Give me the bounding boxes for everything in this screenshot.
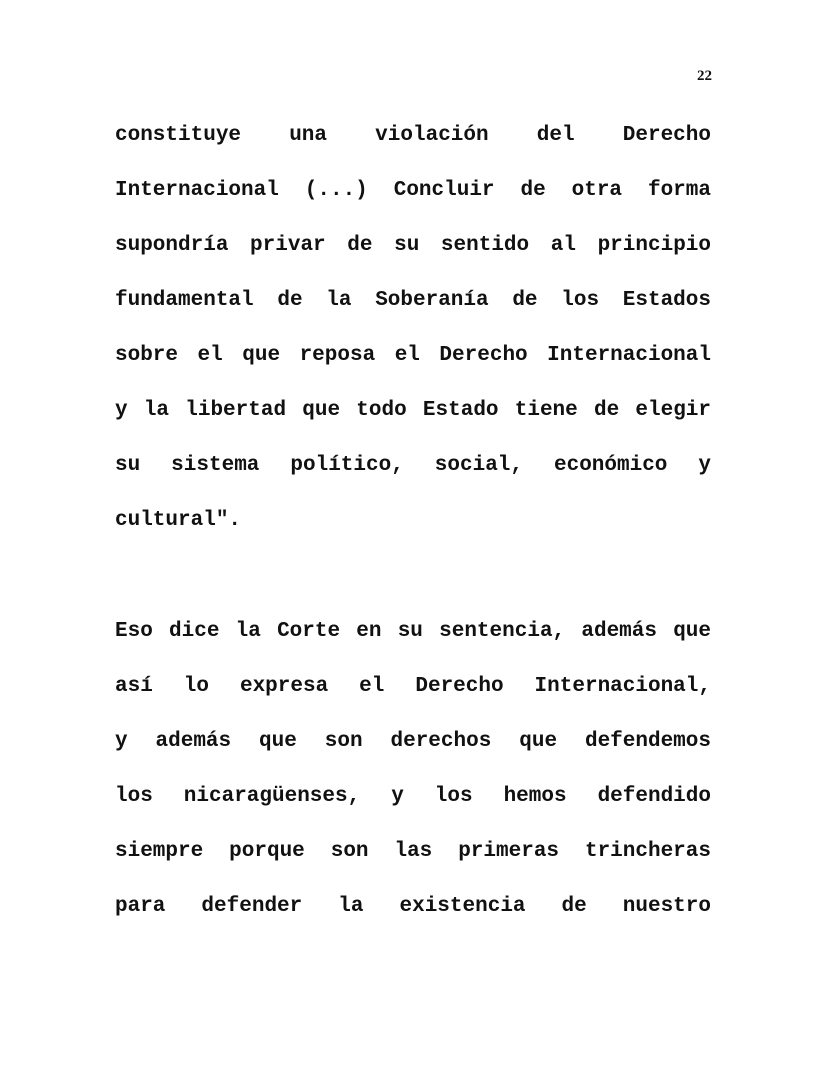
text-line: los nicaragüenses, y los hemos defendido bbox=[115, 785, 711, 808]
text-line: y además que son derechos que defendemos bbox=[115, 730, 711, 753]
text-line: siempre porque son las primeras trincheras bbox=[115, 840, 711, 863]
paragraph-1 bbox=[115, 118, 711, 558]
text-line: para defender la existencia de nuestro bbox=[115, 895, 711, 918]
text-line: Internacional (...) Concluir de otra forma bbox=[115, 179, 711, 202]
text-line: Eso dice la Corte en su sentencia, además que bbox=[115, 620, 711, 643]
text-line: fundamental de la Soberanía de los Estados bbox=[115, 289, 711, 312]
text-line: sobre el que reposa el Derecho Internacional bbox=[115, 344, 711, 367]
text-line: su sistema político, social, económico y bbox=[115, 454, 711, 477]
text-line: y la libertad que todo Estado tiene de elegir bbox=[115, 399, 711, 422]
text-line: constituye una violación del Derecho bbox=[115, 124, 711, 147]
text-line: así lo expresa el Derecho Internacional, bbox=[115, 675, 711, 698]
page-number: 22 bbox=[697, 68, 712, 84]
text-line: cultural". bbox=[115, 509, 242, 532]
text-line: supondría privar de su sentido al principio bbox=[115, 234, 711, 257]
paragraph-2 bbox=[115, 614, 711, 944]
